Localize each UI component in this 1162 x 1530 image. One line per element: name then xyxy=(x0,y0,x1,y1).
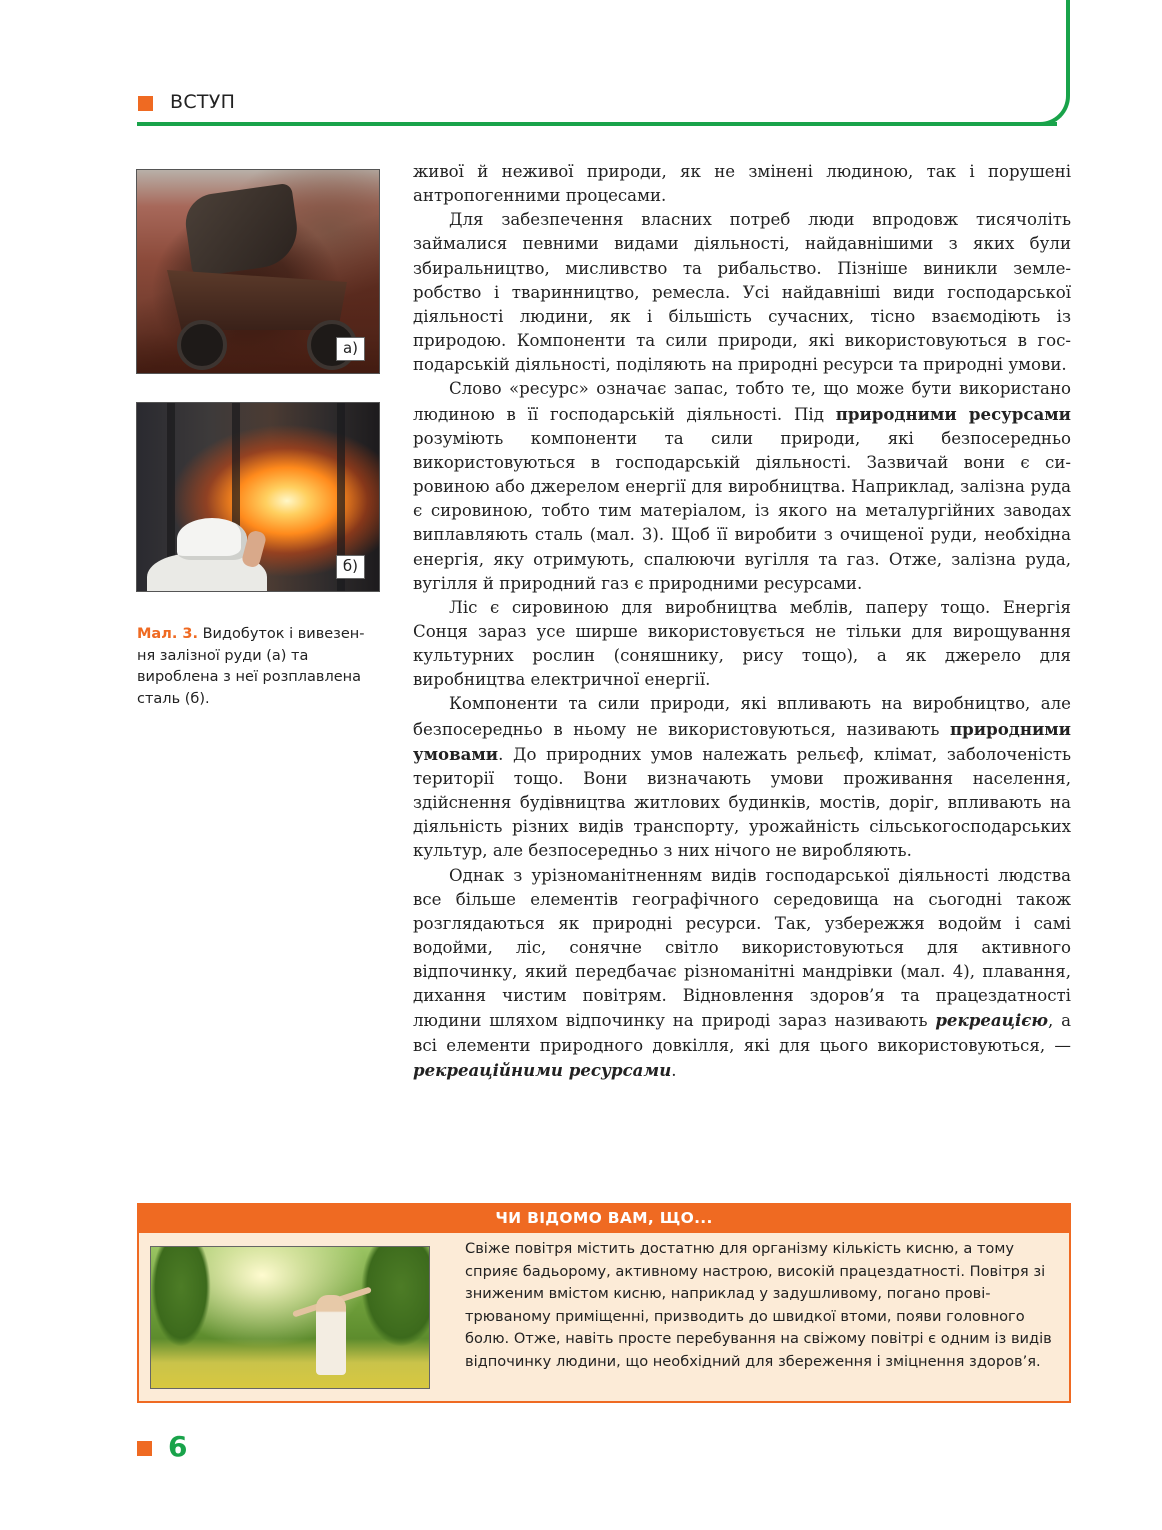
did-you-know-title: ЧИ ВІДОМО ВАМ, ЩО... xyxy=(137,1203,1071,1233)
caption-text: Видобуток і вивезення залізної руди (а) та вироблена з неї розплавлена сталь (б). xyxy=(137,626,365,707)
text-run: Слово «ресурс» означає запас, тобто те, що може бути використано людиною в її господарській діяльності. Під xyxy=(413,379,1071,424)
paragraph xyxy=(413,377,1071,595)
term-natural-resources: природними ресурсами xyxy=(835,403,1071,424)
text-run: . До природних умов належать рельєф, клімат, заболоченість території тощо. Вони визначають умови проживання населення, здійснення будівництва житлових будинків, мостів, доріг, впливають на діяльність різних видів транспорту, урожайність сільськогосподарських культур, але безпосередньо з них нічого не виробляють. xyxy=(413,744,1071,861)
paragraph: Для забезпечення власних потреб люди впродовж тисячоліть займалися певними видами діяльності, найдавнішими з яких були збиральництво, мисливство та рибальство. Пізніше виникли землеробство і тваринництво, ремесла. Усі найдавніші види господарської діяльності людини, як і більшість сучасних, тісно взаємодіють із природою. Компоненти та сили природи, які використовуються в господарській діяльності, поділяють на природні ресурси та природні умови. xyxy=(413,210,1071,375)
worker-helmet xyxy=(177,518,247,560)
woman-figure xyxy=(316,1295,346,1375)
term-recreational-resources: рекреаційними ресурсами xyxy=(413,1059,672,1080)
fact-photo-woman-in-meadow xyxy=(150,1246,430,1389)
header-frame-corner xyxy=(1030,0,1070,126)
section-marker xyxy=(138,96,153,111)
page-number: 6 xyxy=(168,1430,188,1463)
term-recreation: рекреацією xyxy=(935,1010,1048,1031)
page-marker xyxy=(137,1441,152,1456)
paragraph: Ліс є сировиною для виробництва меблів, паперу тощо. Енергія Сонця зараз усе ширше використовується не тільки для вирощування культурних рослин (соняшнику, рису тощо), а як джерело для виробництва електричної енергії. xyxy=(413,597,1071,690)
truck-wheel xyxy=(177,320,227,370)
text-run: розуміють компоненти та сили природи, які безпосередньо використовуються в господарській діяльності. Зазвичай вони є сировиною або джерелом енергії для виробництва. Наприклад, залізна руда є сировиною, тобто тим матеріалом, із якого на металургійних заводах виплавляють сталь (мал. 3). Щоб її виробити з очищеної руди, необхідна енергія, яку отримують, спалюючи вугілля та газ. Отже, залізна руда, вугілля й природний газ є природними ресурсами. xyxy=(413,428,1071,593)
text-run: Компоненти та сили природи, які впливають на виробництво, але безпосередньо в ньому не використовуються, називають xyxy=(413,694,1071,739)
excavator-bucket xyxy=(182,183,302,278)
tree xyxy=(151,1247,211,1347)
figure-photo-molten-steel xyxy=(136,402,380,592)
text-run: Однак з урізноманітненням видів господарської діяльності людства все більше елементів географічного середовища на сьогодні також розглядаються як природні ресурси. Так, узбережжя водойм і самі водойми, ліс, сонячне світло використовуються для активного відпочинку, який передбачає різноманітні мандрівки (мал. 4), плавання, дихання чистим повітрям. Відновлення здоров’я та працездатності людини шляхом відпочинку на природі зараз називають xyxy=(413,865,1071,1031)
paragraph xyxy=(413,864,1071,1083)
header-rule xyxy=(137,122,1057,126)
figure-caption xyxy=(137,624,377,710)
caption-label: Мал. 3. xyxy=(137,626,198,642)
figure-photo-ore-mining xyxy=(136,169,380,374)
figure-label-b: б) xyxy=(336,555,365,579)
section-title: ВСТУП xyxy=(170,91,236,113)
paragraph: живої й неживої природи, як не змінені людиною, так і порушені антропогенними процесами. xyxy=(413,162,1071,206)
text-run: , а всі елементи природного довкілля, які для цього використовуються, — xyxy=(413,1011,1071,1055)
did-you-know-box xyxy=(137,1203,1071,1403)
text-run: . xyxy=(671,1060,677,1080)
paragraph xyxy=(413,692,1071,863)
figure-label-a: а) xyxy=(336,337,365,361)
term-natural-conditions: природними умовами xyxy=(413,718,1071,764)
body-text xyxy=(413,160,1071,1083)
tree xyxy=(361,1247,430,1347)
did-you-know-text: Свіже повітря містить достатню для організму кількість кисню, а тому сприяє бадьорому, активному настрою, високій працездатності. Повітря зі зниженим вмістом кисню, наприклад у задушливому, погано провітрюваному приміщенні, призводить до швидкої втоми, появи головного болю. Отже, навіть просте перебування на свіжому повітрі є одним із видів відпочинку людини, що необхідний для збереження і зміцнення здоров’я. xyxy=(465,1240,1052,1370)
